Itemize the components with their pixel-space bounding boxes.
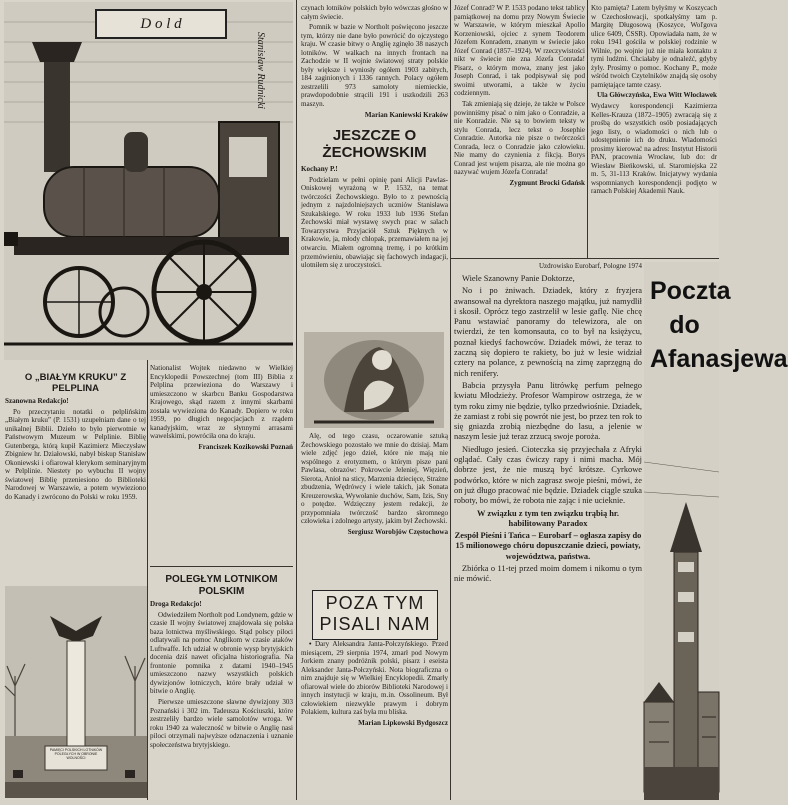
greeting-3: Droga Redakcjo! — [150, 600, 202, 608]
lotnicy-paragraph-1: Odwiedziłem Northolt pod Londynem, gdzie w czasie II wojny światowej znajdowała się polska baza lotnictwa myśliwskiego. Stąd polscy piloci odlatywali na pomoc Anglikom w czasie ataków Luftwaffe. Ich udział w obronie wysp brytyjskich docenia dziś nawet oficjalna historiografia. Na frontonie pomnika z datami 1940–1945 umieszczono nazwy wszystkich polskich dywizjonów lotniczych, które brały udział w bitwie o Anglię. — [150, 610, 293, 696]
greeting-2: Kochany P.! — [301, 165, 338, 174]
letter-paragraph-2: Babcia przysyła Panu litrówkę perfum pełnego kwiatu Młodzieży. Profesor Wampirow ostrzega, że w tym roku zimy nie będzie, tylko przedwiośnie. Dziadek, że zamiast z robi się powrót nie jest, bo przez ten rok to się gniazda zrobią niezbędne do lasu, a jelenie w naszym lesie już teraz zrzucą swoje poroża. — [454, 380, 642, 442]
column-4-top — [591, 4, 717, 254]
locomotive-illustration — [4, 2, 293, 360]
letter-paragraph-4: W związku z tym ten związku trąbią hr. habilitowany Paradox — [477, 508, 619, 528]
column-3-top — [454, 4, 585, 252]
zechowski-paragraph-1: Podzielam w pełni opinię pani Alicji Pawlas-Oniskowej wyrażoną w P. 1532, na temat twórczości Żechowskiego. Było to z pewnością jednym z najzdolniejszych uczniów Stanisława Szukalskiego. W roku 1933 lub 1936 Stefan Żechowski miał wystawę swych prac w salach Towarzystwa Przyjaciół Sztuk Pięknych w Krakowie, ja, młody chłopak, przemawiałem na jej otwarciu. Miałem ogromną tremę, i po krótkim przemówieniu, obawiając się fachowych indagacji, ulotniłem się z uroczystości. — [301, 175, 448, 270]
article-title-bialy-kruk: O „BIAŁYM KRUKU” Z PELPLINA — [24, 372, 127, 394]
rule-col-3-4 — [587, 0, 588, 258]
monument-drawing — [5, 586, 147, 798]
letter-paragraph-1: No i po żniwach. Dziadek, który z fryzjera awansował na dyrektora naszego majątku, już namydlił i skosił. Oprócz tego zastrzelił w lesie gaflę. Nie chcę Panu wstawiać panoramy do telewizora, ale on twierdzi, że ten komonsauta, co to był na księżycu, poznał kiedyś fachowców. Dziadek mówi, że teraz to zaczną się dopiero te rakiety, bo już w lesie widział cztery na polance, z pewnością na zimę zaprzęgną do nich renifery. — [454, 286, 642, 378]
artwork-drawing — [304, 332, 444, 428]
afanasjew-panel — [644, 262, 788, 800]
letter-text — [454, 262, 642, 798]
signature-glowczynska: Ula Główczyńska, Ewa Witt Włocławek — [596, 91, 717, 100]
signature-lipkowski: Marian Lipkowski Bydgoszcz — [358, 718, 448, 727]
locomotive-sign-text: D o l d — [140, 16, 182, 32]
letter-paragraph-3: Niedługo jesień. Cioteczka się przyjechała z Afryki oglądać. Cały czas ćwiczy rapy i nimi macha. Mój dobrze jest, że nie muszą być krótsze. Cyrkowe podwórko, które w nich zagrasz swoje pieśni, mówi, że on już długo pracować nie będzie. Dziadek ciągle szuka roboty, bo mówi, że robota nie zając i nie ucieknie. — [454, 444, 642, 506]
article-title-zechowski: JESZCZE O ŻECHOWSKIM — [322, 127, 427, 162]
lotnicy-paragraph-2: Pierwsze umieszczone sławne dywizjony 303 Poznański i 302 im. Tadeusza Kościuszki, które zestrzeliły bardzo wiele samolotów wroga. W roku 1940 za waleczność w bitwie o Anglię nasi piloci otrzymali najwyższe odznaczenia i uznanie społeczeństwa brytyjskiego. — [150, 698, 293, 749]
kelles-krauz-paragraph: Wydawcy korespondencji Kazimierza Kelles-Krauza (1872–1905) zwracają się z prośbą do wszystkich osób posiadających jego listy, o wiadomości o nich lub o udostępnienie ich do druku. Wiadomości prosimy kierować na adres: Instytut Historii PAN, pracownia Wrocław, lub do: dr Wiesław Bieńkowski, ul. Staromiejska 22 m. 5, 31-113 Kraków. Inicjatywy wydania wspomnianych korespondencji podjęto w ramach Polskiej Akademii Nauk. — [591, 102, 717, 196]
conrad-paragraph-1: Józef Conrad? W P. 1533 podano tekst tablicy pamiątkowej na domu przy Nowym Świecie w Warszawie, w którym mieszkał Apollo Korzeniowski, ojciec z synem Teodorem Józefem Konradem, znanym w świecie jako Józef Conrad (1857–1924). W rzeczywistości nikt w świecie nie zna Józefa Conrada! Pisarz, o którym mowa, znany jest jako Joseph Conrad, i tak podpisywał się pod swoimi utworami, a także w życiu codziennym. — [454, 4, 585, 98]
signature-worobjow: Sergiusz Worobjów Częstochowa — [347, 528, 448, 537]
zechowski-paragraph-2: Alę, od tego czasu, oczarowanie sztuką Żechowskiego pozostało we mnie do dzisiaj. Mam wiele zdjęć jego dzieł, które nie mają nie wspólnego z erotyzmem, o którym pisze pani Pawlasa, obrazów: Pokrowcie Jeleniej, Więzień, Sierota, Anioł na sticy, Marzenia dziecięce, Strażne zbudzenia, Wędrówcy i wiele takich, jak Sonata Kreuzerowska, Wywołanie duchów, Sam, Izis, Sny o potędze. Wdzięczny jestem redakcji, że przypomniała twórczość bardzo skromnego człowieka i zdolnego artysty, jakim był Żechowski. — [301, 432, 448, 526]
poza-tym-heading: POZA TYM PISALI NAM — [312, 590, 438, 640]
bialy-kruk-paragraph-1: Po przeczytaniu notatki o pelplińskim „Białym kruku” (P. 1531) uzupełniam dane o tej unikalnej Biblii. Dzieło to było pierwotnie w Państwowym Muzeum w Pelplinie. Biblię Gutenberga, którą kupił Kazimierz Mieczysław Zbigniew hr. Działowski, nabył biskup Stanisław Okoniewski i ofiarował klerykom seminaryjnym w Pelplinie. Niestety po wybuchu II wojny światowej Biblię przeniesiono do Biblioteki Narodowej w Warszawie, a potem wywieziono do Kanady i zwrócono do Polski w roku 1959. — [5, 407, 146, 502]
conrad-paragraph-2: Tak zmieniają się dzieje, że także w Polsce powinniśmy pisać o nim jako o Conradzie, a nie Konradzie. Nie są to bowiem teksty w stylu Conrada, lecz tekst o Josephie Conradzie. Autorka nie pisze o twórczości Conrada, lecz o Conradzie jako człowieku. Nie mamy do czynienia z fikcją. Borys Conrad jest wujem pisarza, ale nie można go nazywać wujem Józefa Conrada! — [454, 100, 585, 177]
rule-col-2-3 — [296, 0, 297, 800]
column-1b-text — [150, 364, 293, 564]
col2-paragraph-2: Pomnik w bazie w Northolt poświęcono jeszcze tym, którzy nie dane było powrócić do ojczystego kraju. W czasie bitwy o Anglię zginęło 38 naszych lotników. W walkach na innych frontach na Zachodzie w II wojnie światowej straty polskie były większe i wyniosły ogółem 1903 zabitych, 184 zaginionych i 1336 rannych. Polacy ogółem zestrzelili 973 samoloty niemieckie, prawdopodobnie strącili 191 i uszkodzili 263 maszyn. — [301, 23, 448, 109]
signature-kozikowski: Franciszek Kozikowski Poznań — [198, 442, 293, 451]
col2-paragraph-1: czynach lotników polskich było wówczas głośno w całym świecie. — [301, 4, 448, 21]
article-title-polegly-lotnikom: POLEGŁYM LOTNIKOM POLSKIM — [165, 574, 278, 597]
column-1-text — [5, 364, 146, 586]
artist-signature: Stanisław Rudnicki — [255, 32, 266, 109]
monument-caption: PAMIĘCI POLSKICH LOTNIKÓW POLEGŁYCH W OBRONIE WOLNOŚCI — [49, 748, 103, 761]
letter-salutation: Wiele Szanowny Panie Doktorze, — [462, 274, 575, 283]
rule-col-2-3b — [450, 0, 451, 800]
column-2-top — [301, 4, 448, 330]
monument-photo — [5, 586, 147, 798]
signature-brocki: Zygmunt Brocki Gdańsk — [509, 178, 585, 187]
letter-paragraph-5: Zespół Pieśni i Tańca – Eurobarf – ogłasza zapisy do 15 milionowego chóru dopuszczanie dzieci, powiaty, województwa, państwa. — [454, 531, 642, 561]
bialy-kruk-paragraph-2: Nationalist Wojtek niedawno w Wielkiej Encyklopedii Powszechnej (tom III) Biblia z Pelplina przewieziona do Warszawy i umieszczono w skarbcu Banku Gospodarstwa Krajowego, skąd razem z innymi skarbami została wywieziona do Kanady. Dopiero w roku 1959, po długich negocjacjach z rządem kanadyjskim, wraz ze słynnymi arrasami wawelskimi, powróciła ona do kraju. — [150, 364, 293, 441]
kto-pamieta-paragraph: Kto pamięta? Latem byłyśmy w Koszycach w Czechosłowacji, spotkałyśmy tam p. Margitę Długosową (Koszyce, Woľgova ulice 6409, ČSSR). Opowiadała nam, że w roku 1941 gościła w polskiej rodzinie w Wilnie, po wojnie już nie miała kontaktu z tymi ludźmi. Chciałaby je odnaleźć, gdyby żyły. Prosimy o pomoc. Kochany P., może wśród twoich Czytelników znajdą się osoby pamiętające tamte czasy. — [591, 4, 717, 89]
greeting-1: Szanowna Redakcjo! — [5, 397, 69, 405]
zechowski-artwork — [304, 332, 444, 428]
poczta-do-afanasjewa-title: Poczta do Afanasjewa — [650, 277, 788, 373]
letter-paragraph-6: Zbiórka o 11-tej przed moim domem i nikomu o tym nie mówić. — [454, 564, 642, 584]
rule-above-letter — [450, 258, 719, 259]
lotnicy-article — [150, 568, 293, 798]
rule-col-1-2 — [147, 360, 148, 800]
box-content — [301, 640, 448, 798]
box-paragraph-1: • Dary Aleksandra Janta-Połczyńskiego. Przed miesiącem, 29 sierpnia 1974, zmarł pod Nowym Jorkiem znany podróżnik polski, pisarz i eseista Aleksander Janta-Połczyński. Nota biograficzna o nim znajduje się w Wielkiej Encyklopedii. Zmarły ofiarował wiele do zbiorów Biblioteki Narodowej i innych instytucji w kraju, m.in. Ossolineum. Był człowiekiem niezwykle prawym i dobrym Polakiem, kultura zaś była mu bliska. — [301, 640, 448, 717]
letter-dateline: Uzdrowisko Eurobarf, Pologne 1974 — [538, 262, 642, 270]
rule-under-bialy-kruk — [150, 566, 293, 567]
signature-kaniewski: Marian Kaniewski Kraków — [364, 110, 448, 119]
